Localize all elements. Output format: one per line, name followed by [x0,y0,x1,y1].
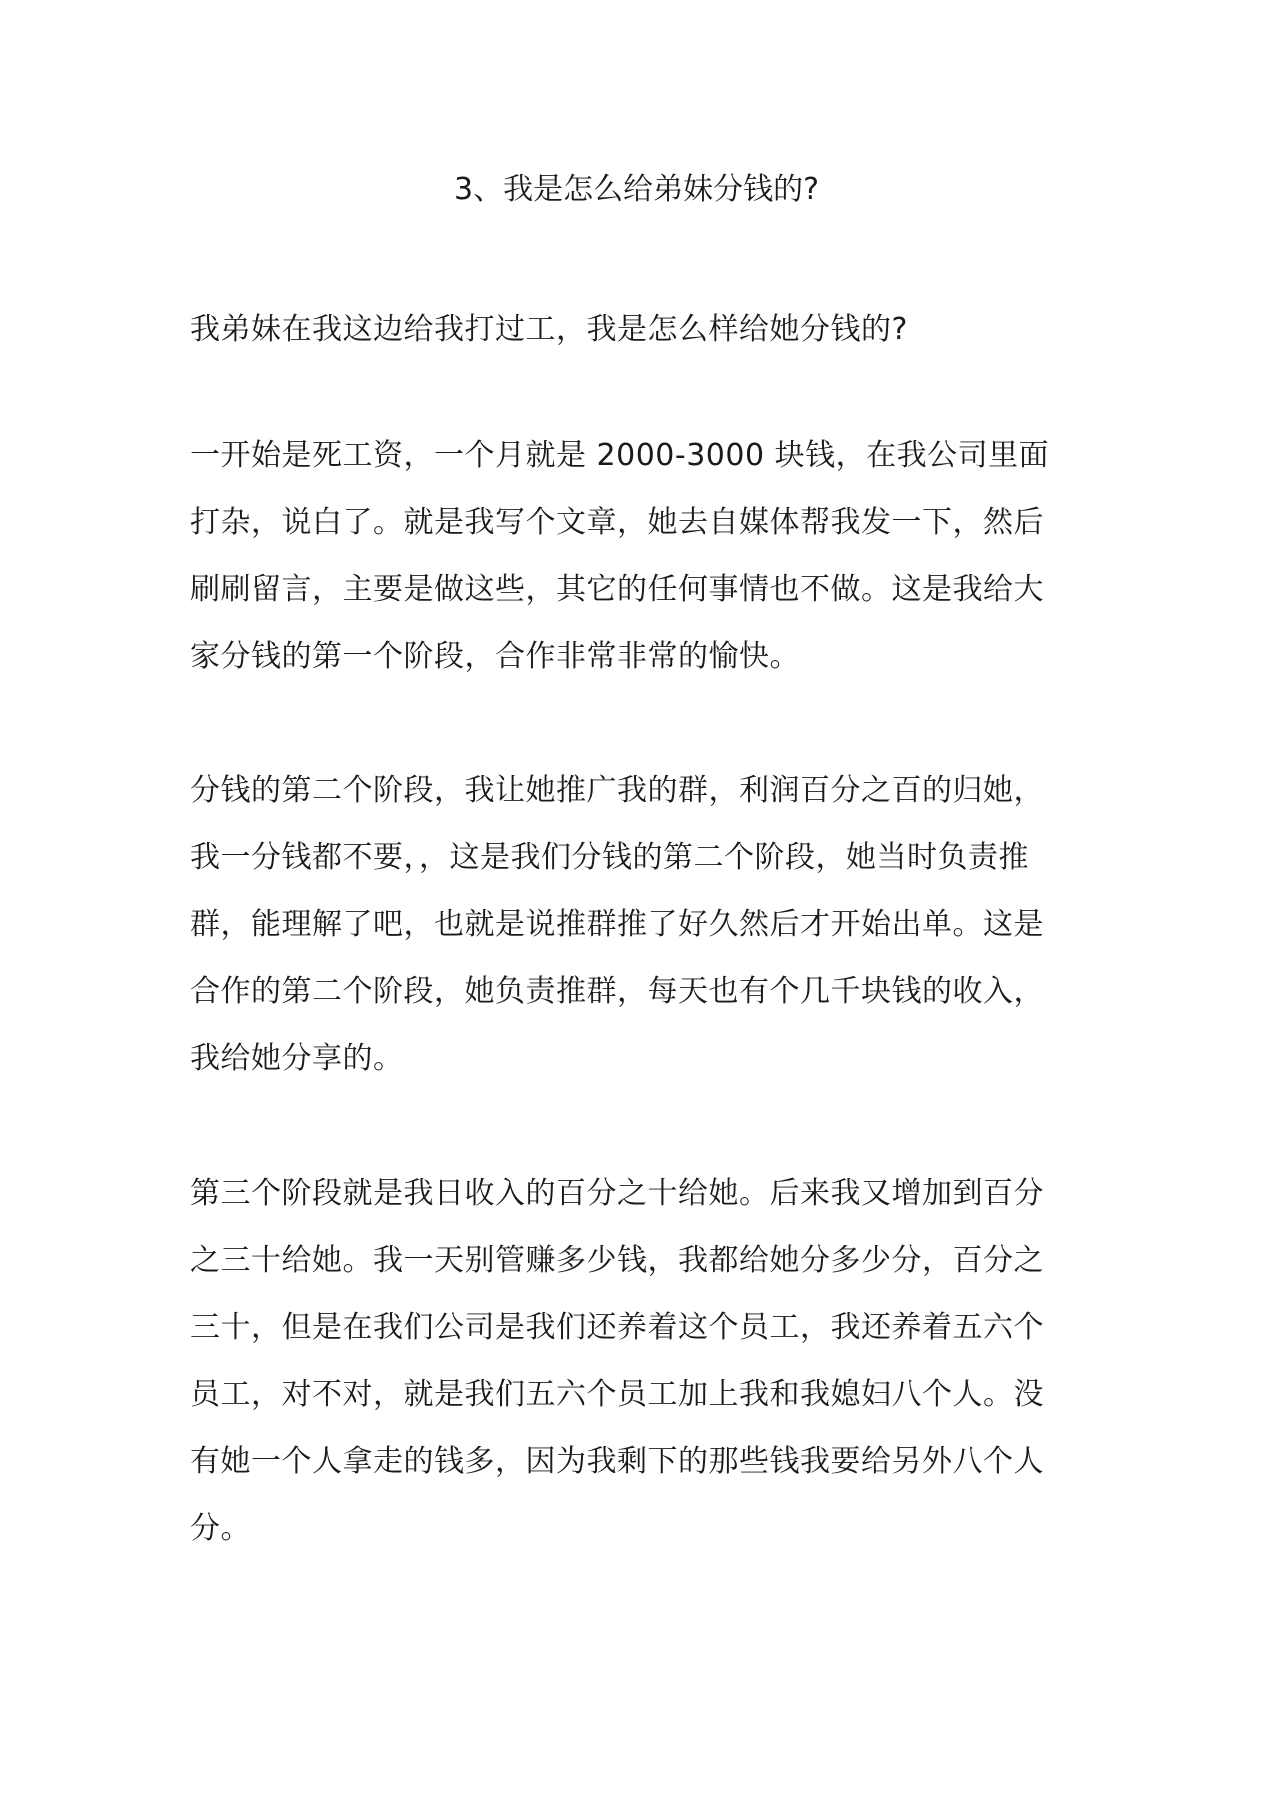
paragraph-line: 我给她分享的。 [190,1041,404,1076]
paragraph-line: 三十，但是在我们公司是我们还养着这个员工，我还养着五六个 [190,1310,1044,1345]
document-title: 3、我是怎么给弟妹分钱的? [453,172,819,207]
paragraph-line: 打杂，说白了。就是我写个文章，她去自媒体帮我发一下，然后 [190,505,1044,540]
paragraph-stage-two [190,757,1090,1092]
paragraph-line: 家分钱的第一个阶段，合作非常非常的愉快。 [190,639,800,674]
paragraph-line: 有她一个人拿走的钱多，因为我剩下的那些钱我要给另外八个人 [190,1444,1044,1479]
paragraph-line: 分。 [190,1511,251,1546]
paragraph-line: 第三个阶段就是我日收入的百分之十给她。后来我又增加到百分 [190,1176,1044,1211]
paragraph-line: 员工，对不对，就是我们五六个员工加上我和我媳妇八个人。没 [190,1377,1044,1412]
paragraph-line: 一开始是死工资，一个月就是 2000-3000 块钱，在我公司里面 [190,438,1050,473]
paragraph-stage-one [190,422,1090,690]
paragraph-line: 合作的第二个阶段，她负责推群，每天也有个几千块钱的收入， [190,974,1044,1009]
paragraph-line: 我一分钱都不要，，这是我们分钱的第二个阶段，她当时负责推 [190,840,1029,875]
paragraph-line: 刷刷留言，主要是做这些，其它的任何事情也不做。这是我给大 [190,572,1044,607]
paragraph-question [190,296,1090,363]
paragraph-line: 分钱的第二个阶段，我让她推广我的群，利润百分之百的归她， [190,773,1044,808]
paragraph-line: 我弟妹在我这边给我打过工，我是怎么样给她分钱的? [190,312,908,347]
paragraph-stage-three [190,1160,1090,1562]
paragraph-line: 群，能理解了吧，也就是说推群推了好久然后才开始出单。这是 [190,907,1044,942]
paragraph-line: 之三十给她。我一天别管赚多少钱，我都给她分多少分，百分之 [190,1243,1044,1278]
